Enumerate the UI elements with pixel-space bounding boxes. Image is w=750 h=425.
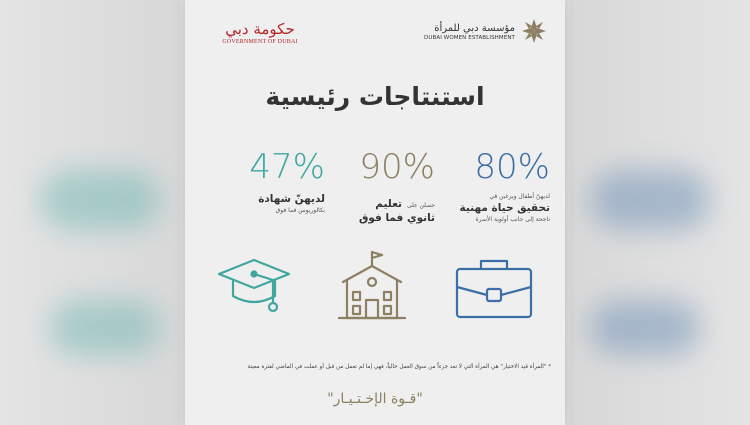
background-blob — [40, 170, 160, 230]
school-building-icon — [335, 248, 409, 322]
gov-logo-arabic: حكومة دبي — [225, 20, 295, 38]
graduation-cap-icon — [215, 250, 293, 320]
government-of-dubai-logo — [215, 20, 305, 45]
stat-subheadline: ثانوي فما فوق — [358, 212, 435, 224]
stat-bachelor — [215, 148, 325, 215]
stat-value: 90% — [359, 147, 435, 187]
stat-prefix: حصلن على — [407, 202, 435, 209]
stat-headline: تعليم — [375, 198, 402, 210]
stat-career — [440, 148, 550, 224]
background-left — [0, 0, 180, 425]
stat-headline: لديهنّ شهادة — [258, 193, 325, 205]
stat-value: 47% — [249, 147, 325, 187]
dwe-logo-arabic: مؤسسة دبي للمرأة — [434, 22, 515, 34]
background-right — [570, 0, 750, 425]
footnote: * "المرأة قيد الاختيار" هي المرأة التي لا تعد جزءاً من سوق العمل حالياً، فهي إما لم تعمل من قبل أو عملت في الماضي لفترة معينة — [247, 364, 551, 370]
stat-value: 80% — [474, 147, 550, 187]
infographic-card — [185, 0, 565, 425]
dwe-logo-text — [424, 22, 515, 41]
stat-detail: ناجحة إلى جانب أولوية الأسرة — [475, 216, 550, 223]
stat-education — [325, 148, 435, 225]
dwe-star-icon — [521, 18, 547, 44]
background-blob — [50, 300, 160, 355]
briefcase-icon — [453, 255, 535, 321]
stat-prefix: لديهنّ أطفال ويرغبن في — [489, 193, 550, 200]
campaign-slogan: "قـوة الإخـتـيـار" — [327, 391, 423, 407]
dwe-logo-english: DUBAI WOMEN ESTABLISHMENT — [424, 34, 515, 41]
background-blob — [590, 300, 700, 355]
dubai-women-establishment-logo — [424, 18, 547, 44]
stat-headline: تحقيق حياة مهنية — [459, 202, 550, 214]
gov-logo-english: GOVERNMENT OF DUBAI — [222, 39, 298, 45]
background-blob — [590, 170, 710, 230]
stat-headline-row — [325, 192, 435, 211]
stat-detail: بكالوريوس فما فوق — [275, 207, 325, 214]
main-title: استنتاجات رئيسية — [265, 82, 485, 111]
